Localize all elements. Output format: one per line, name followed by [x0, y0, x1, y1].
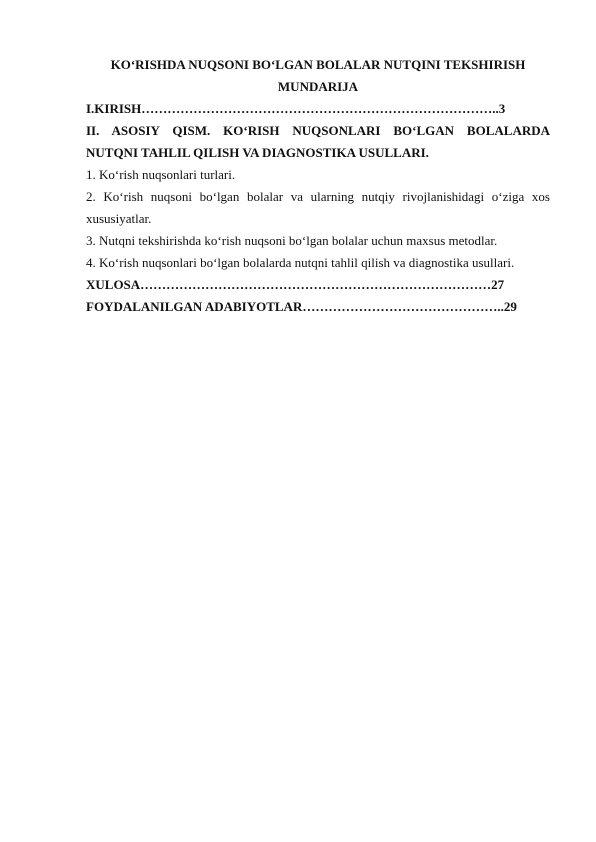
toc-entry-references: FOYDALANILGAN ADABIYOTLAR………………………………………..29	[86, 299, 517, 314]
toc-entry-item-4: 4. Ko‘rish nuqsonlari bo‘lgan bolalarda nutqni tahlil qilish va diagnostika usullari.	[86, 255, 515, 270]
toc-heading: MUNDARIJA	[277, 79, 359, 94]
document-page	[86, 54, 550, 318]
toc-entry-intro: I.KIRISH………………………………………………………………………..3	[86, 101, 506, 116]
toc-entry-main-part-line1: II. ASOSIY QISM. KO‘RISH NUQSONLARI BO‘LGAN BOLALARDA	[86, 123, 550, 138]
toc-entry-item-2-line2: xususiyatlar.	[86, 211, 152, 226]
document-title: KO‘RISHDA NUQSONI BO‘LGAN BOLALAR NUTQINI TEKSHIRISH	[110, 57, 526, 72]
toc-entry-conclusion: XULOSA………………………………………………………………………27	[86, 277, 505, 292]
toc-entry-item-3: 3. Nutqni tekshirishda ko‘rish nuqsoni bo‘lgan bolalar uchun maxsus metodlar.	[86, 233, 498, 248]
toc-entry-item-1: 1. Ko‘rish nuqsonlari turlari.	[86, 167, 236, 182]
toc-entry-item-2-line1: 2. Ko‘rish nuqsoni bo‘lgan bolalar va ularning nutqiy rivojlanishidagi o‘ziga xos	[86, 189, 550, 204]
toc-entry-main-part-line2: NUTQNI TAHLIL QILISH VA DIAGNOSTIKA USULLARI.	[86, 145, 429, 160]
